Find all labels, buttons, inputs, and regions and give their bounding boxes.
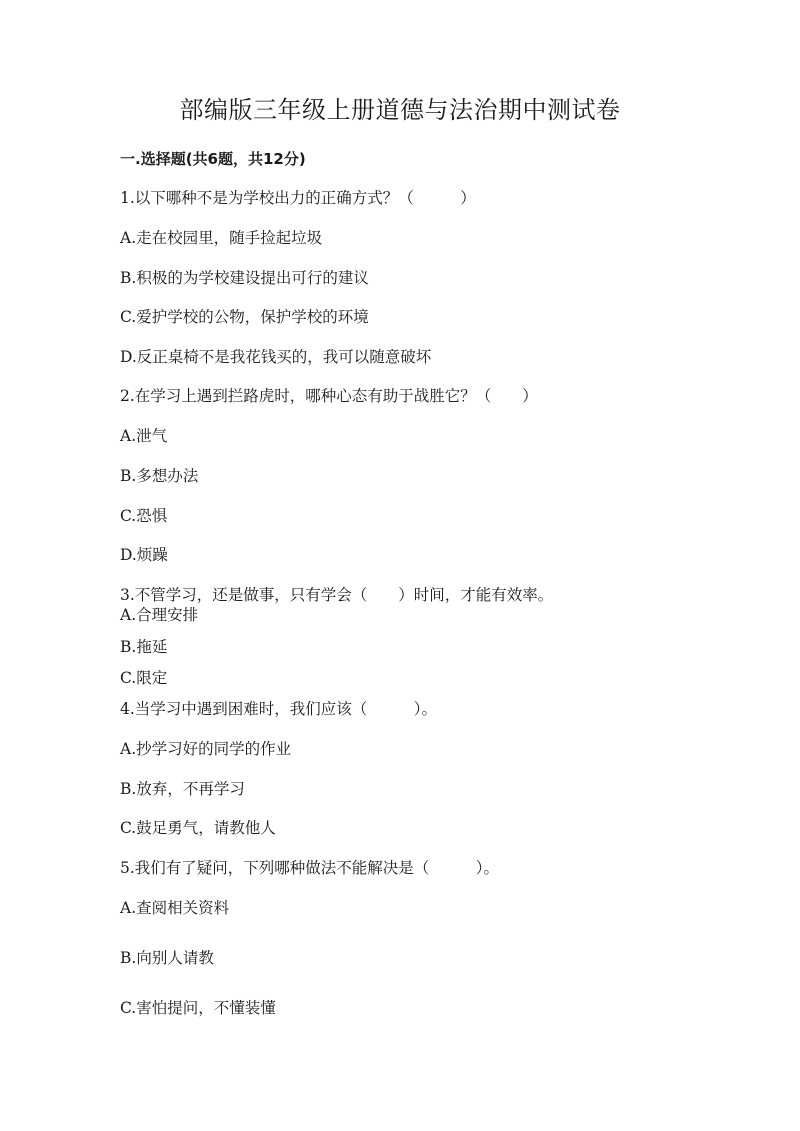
question-stem: 5.我们有了疑问，下列哪种做法不能解决是（ ）。 [120,859,500,877]
question-option: B.拖延 [120,638,168,656]
question-option: C.恐惧 [120,507,168,525]
question-option: C.害怕提问，不懂装懂 [120,999,276,1017]
question-option: D.反正桌椅不是我花钱买的，我可以随意破坏 [120,348,432,366]
question-stem: 1.以下哪种不是为学校出力的正确方式？（ ） [120,189,476,207]
question-option: B.放弃，不再学习 [120,780,245,798]
question-option: B.多想办法 [120,467,199,485]
question-option: A.抄学习好的同学的作业 [120,740,292,758]
question-option: A.合理安排 [120,606,199,624]
section-heading: 一.选择题(共6题，共12分) [120,150,306,168]
question-option: A.泄气 [120,427,168,445]
question-option: A.走在校园里，随手捡起垃圾 [120,229,323,247]
question-option: C.限定 [120,669,168,687]
question-option: C.鼓足勇气，请教他人 [120,819,276,837]
question-option: A.查阅相关资料 [120,899,230,917]
question-option: C.爱护学校的公物，保护学校的环境 [120,308,369,326]
question-stem: 3.不管学习，还是做事，只有学会（ ）时间，才能有效率。 [120,586,554,604]
question-stem: 4.当学习中遇到困难时，我们应该（ ）。 [120,700,438,718]
page-title: 部编版三年级上册道德与法治期中测试卷 [179,96,621,124]
question-option: D.烦躁 [120,546,168,564]
question-option: B.积极的为学校建设提出可行的建议 [120,269,369,287]
question-stem: 2.在学习上遇到拦路虎时，哪种心态有助于战胜它？（ ） [120,387,538,405]
question-option: B.向别人请教 [120,949,214,967]
